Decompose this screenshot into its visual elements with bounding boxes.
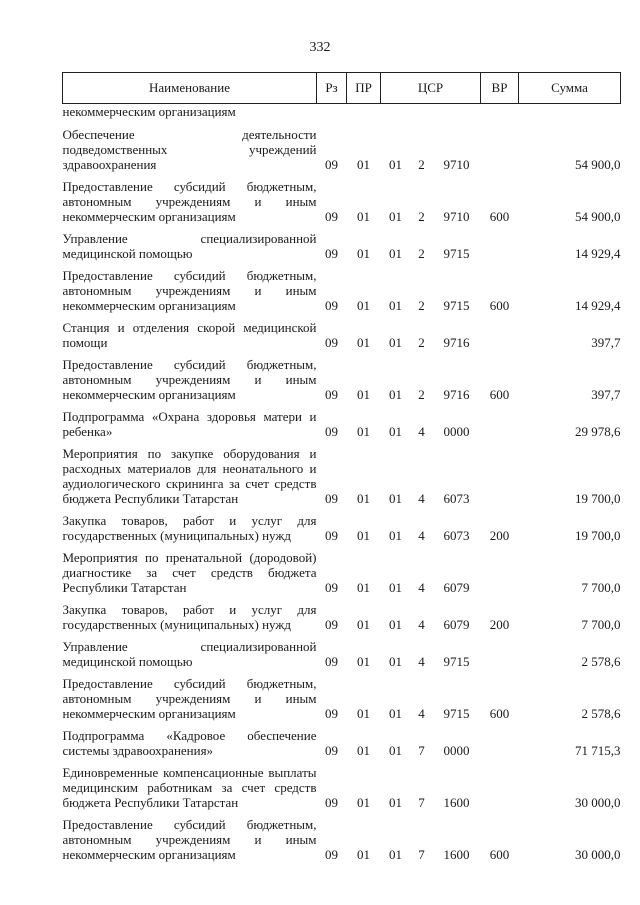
row-csr-code: 9715: [443, 298, 470, 313]
row-csr-code: 9716: [443, 335, 470, 350]
row-sum: 14 929,4: [575, 246, 621, 261]
row-rz: 09: [325, 491, 338, 506]
row-sum: 7 700,0: [581, 580, 621, 595]
row-name: Предоставление субсидий бюджетным, автономным учреждениям и иным некоммерческим организациям: [62, 817, 317, 862]
row-csr-program: 01: [389, 298, 402, 313]
header-rz: Рз: [317, 73, 347, 104]
row-pr: 01: [357, 491, 370, 506]
row-rz: 09: [325, 617, 338, 632]
row-csr-code: 6079: [443, 580, 470, 595]
row-csr-subprogram: 4: [418, 617, 425, 632]
table-row: [63, 509, 621, 546]
row-sum: 29 978,6: [575, 424, 621, 439]
row-csr-code: 9715: [443, 654, 470, 669]
row-rz: 09: [325, 424, 338, 439]
row-rz: 09: [325, 335, 338, 350]
row-pr: 01: [357, 335, 370, 350]
row-sum: 30 000,0: [575, 847, 621, 862]
row-vr: 600: [489, 298, 510, 313]
row-pr: 01: [357, 424, 370, 439]
header-vr: ВР: [481, 73, 519, 104]
row-csr-subprogram: 7: [418, 847, 425, 862]
row-sum: 30 000,0: [575, 795, 621, 810]
row-sum: 19 700,0: [575, 491, 621, 506]
table-row: [63, 672, 621, 724]
row-vr: 600: [489, 847, 510, 862]
row-sum: 14 929,4: [575, 298, 621, 313]
row-name: Предоставление субсидий бюджетным, автономным учреждениям и иным некоммерческим организациям: [62, 268, 317, 313]
row-csr-program: 01: [389, 157, 402, 172]
row-pr: 01: [357, 706, 370, 721]
row-rz: 09: [325, 387, 338, 402]
row-name: Закупка товаров, работ и услуг для государственных (муниципальных) нужд: [62, 513, 317, 543]
row-sum: 54 900,0: [575, 157, 621, 172]
row-csr-subprogram: 2: [418, 246, 425, 261]
table-row: [63, 598, 621, 635]
continuation-row: [63, 104, 621, 124]
row-rz: 09: [325, 298, 338, 313]
row-csr-subprogram: 4: [418, 491, 425, 506]
table-row: [63, 175, 621, 227]
row-csr-subprogram: 2: [418, 387, 425, 402]
page-number: 332: [309, 40, 331, 55]
row-csr-subprogram: 2: [418, 157, 425, 172]
header-sum: Сумма: [519, 73, 621, 104]
row-vr: [481, 635, 519, 672]
row-name: Предоставление субсидий бюджетным, автономным учреждениям и иным некоммерческим организациям: [62, 357, 317, 402]
row-sum: 19 700,0: [575, 528, 621, 543]
row-name: Мероприятия по пренатальной (дородовой) диагностике за счет средств бюджета Республики Татарстан: [62, 550, 317, 595]
row-csr-code: 9710: [443, 157, 470, 172]
row-csr-program: 01: [389, 580, 402, 595]
table-row: [63, 353, 621, 405]
row-csr-subprogram: 2: [418, 335, 425, 350]
row-name: Подпрограмма «Кадровое обеспечение системы здравоохранения»: [62, 728, 317, 758]
row-pr: 01: [357, 847, 370, 862]
row-vr: [481, 316, 519, 353]
row-vr: 600: [489, 706, 510, 721]
row-vr: 200: [489, 528, 510, 543]
row-name: Предоставление субсидий бюджетным, автономным учреждениям и иным некоммерческим организациям: [62, 676, 317, 721]
row-csr-program: 01: [389, 654, 402, 669]
row-rz: 09: [325, 580, 338, 595]
continuation-text: некоммерческим организациям: [62, 104, 236, 119]
row-csr-subprogram: 4: [418, 706, 425, 721]
row-csr-code: 9710: [443, 209, 470, 224]
row-csr-subprogram: 2: [418, 209, 425, 224]
row-name: Единовременные компенсационные выплаты медицинским работникам за счет средств бюджета Республики Татарстан: [62, 765, 317, 810]
row-rz: 09: [325, 743, 338, 758]
row-csr-code: 0000: [443, 743, 470, 758]
row-csr-program: 01: [389, 617, 402, 632]
row-csr-program: 01: [389, 387, 402, 402]
row-csr-subprogram: 4: [418, 528, 425, 543]
row-csr-subprogram: 4: [418, 424, 425, 439]
row-csr-subprogram: 4: [418, 580, 425, 595]
row-csr-code: 9715: [443, 246, 470, 261]
row-name: Закупка товаров, работ и услуг для государственных (муниципальных) нужд: [62, 602, 317, 632]
row-pr: 01: [357, 580, 370, 595]
row-rz: 09: [325, 157, 338, 172]
budget-table: [62, 72, 621, 865]
row-csr-code: 1600: [443, 795, 470, 810]
row-name: Подпрограмма «Охрана здоровья матери и ребенка»: [62, 409, 317, 439]
row-csr-code: 9716: [443, 387, 470, 402]
row-vr: 200: [489, 617, 510, 632]
row-pr: 01: [357, 743, 370, 758]
row-csr-program: 01: [389, 491, 402, 506]
row-name: Станция и отделения скорой медицинской помощи: [62, 320, 317, 350]
row-csr-program: 01: [389, 743, 402, 758]
row-csr-subprogram: 7: [418, 795, 425, 810]
row-pr: 01: [357, 654, 370, 669]
row-vr: [481, 724, 519, 761]
row-csr-code: 6073: [443, 528, 470, 543]
row-name: Обеспечение деятельности подведомственных учреждений здравоохранения: [62, 127, 317, 172]
header-csr: ЦСР: [381, 73, 481, 104]
row-pr: 01: [357, 157, 370, 172]
row-pr: 01: [357, 209, 370, 224]
row-sum: 397,7: [591, 335, 621, 350]
row-csr-program: 01: [389, 847, 402, 862]
row-csr-subprogram: 7: [418, 743, 425, 758]
row-csr-program: 01: [389, 795, 402, 810]
table-row: [63, 546, 621, 598]
row-vr: [481, 761, 519, 813]
table-row: [63, 635, 621, 672]
row-rz: 09: [325, 209, 338, 224]
row-rz: 09: [325, 528, 338, 543]
row-pr: 01: [357, 387, 370, 402]
table-row: [63, 761, 621, 813]
header-name: Наименование: [63, 73, 317, 104]
row-csr-program: 01: [389, 528, 402, 543]
table-body: [63, 104, 621, 866]
row-pr: 01: [357, 528, 370, 543]
row-pr: 01: [357, 795, 370, 810]
row-vr: [481, 405, 519, 442]
table-header-row: [63, 73, 621, 104]
row-rz: 09: [325, 795, 338, 810]
row-vr: [481, 546, 519, 598]
row-csr-program: 01: [389, 335, 402, 350]
table-row: [63, 123, 621, 175]
row-rz: 09: [325, 706, 338, 721]
row-rz: 09: [325, 654, 338, 669]
row-vr: 600: [489, 387, 510, 402]
row-sum: 397,7: [591, 387, 621, 402]
table-row: [63, 405, 621, 442]
row-rz: 09: [325, 246, 338, 261]
row-name: Управление специализированной медицинской помощью: [62, 639, 317, 669]
row-csr-code: 6073: [443, 491, 470, 506]
row-pr: 01: [357, 298, 370, 313]
row-sum: 7 700,0: [581, 617, 621, 632]
row-csr-program: 01: [389, 246, 402, 261]
row-csr-program: 01: [389, 706, 402, 721]
row-csr-code: 0000: [443, 424, 470, 439]
row-pr: 01: [357, 246, 370, 261]
row-csr-code: 1600: [443, 847, 470, 862]
row-rz: 09: [325, 847, 338, 862]
row-csr-code: 6079: [443, 617, 470, 632]
row-name: Мероприятия по закупке оборудования и расходных материалов для неонатального и аудиологического скрининга за счет средств бюджета Республики Татарстан: [62, 446, 317, 506]
row-sum: 2 578,6: [581, 654, 621, 669]
row-sum: 2 578,6: [581, 706, 621, 721]
row-vr: [481, 442, 519, 509]
table-row: [63, 724, 621, 761]
row-csr-subprogram: 2: [418, 298, 425, 313]
row-csr-program: 01: [389, 424, 402, 439]
header-pr: ПР: [347, 73, 381, 104]
table-row: [63, 813, 621, 865]
row-vr: [481, 227, 519, 264]
row-name: Управление специализированной медицинской помощью: [62, 231, 317, 261]
table-row: [63, 227, 621, 264]
table-row: [63, 264, 621, 316]
row-csr-program: 01: [389, 209, 402, 224]
row-sum: 54 900,0: [575, 209, 621, 224]
row-csr-code: 9715: [443, 706, 470, 721]
row-vr: [481, 123, 519, 175]
row-pr: 01: [357, 617, 370, 632]
table-row: [63, 316, 621, 353]
row-vr: 600: [489, 209, 510, 224]
row-sum: 71 715,3: [575, 743, 621, 758]
table-row: [63, 442, 621, 509]
row-csr-subprogram: 4: [418, 654, 425, 669]
row-name: Предоставление субсидий бюджетным, автономным учреждениям и иным некоммерческим организациям: [62, 179, 317, 224]
